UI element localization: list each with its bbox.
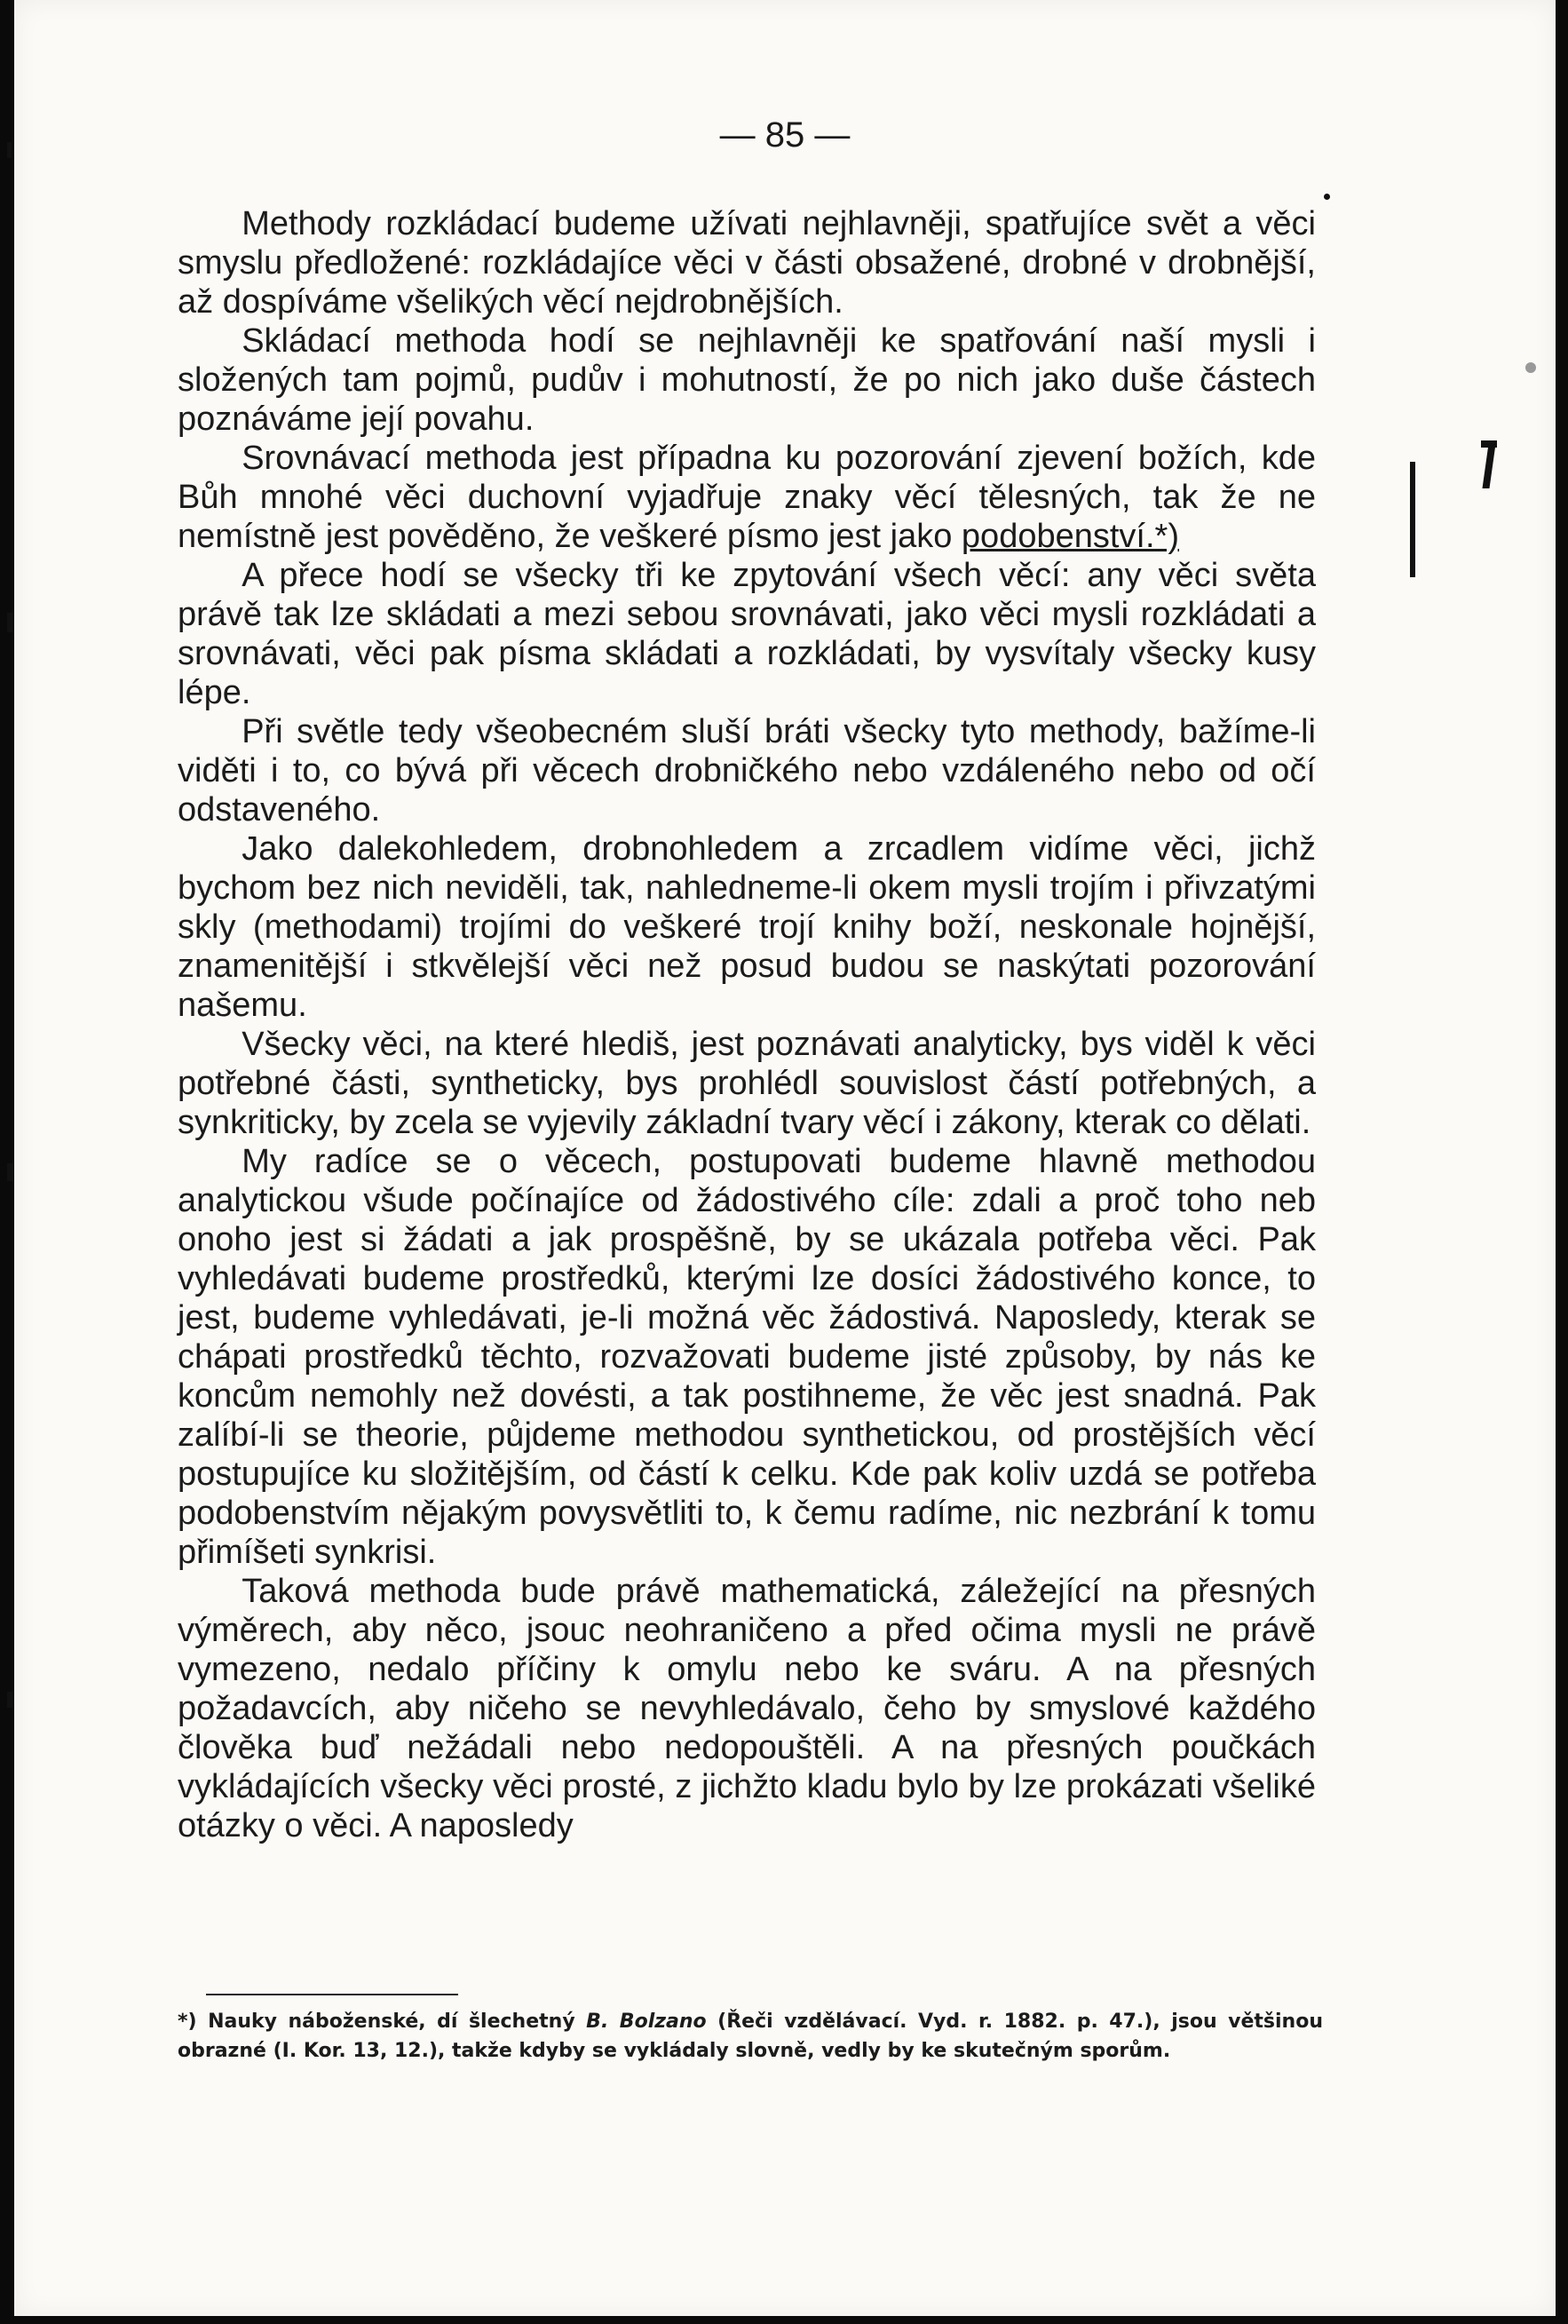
margin-mark (1481, 440, 1497, 448)
footnote-reference[interactable]: podobenství.*) (961, 518, 1179, 555)
book-page (14, 0, 1556, 2316)
paragraph: A přece hodí se všecky tři ke zpytování všech věcí: any věci světa právě tak lze skládati a mezi sebou srovnávati, jako věci mysli rozkládati a srovnávati, věci pak písma skládati a rozkládati, by vysvítaly všecky kusy lépe. (178, 557, 1316, 711)
paragraph: Taková methoda bude právě mathematická, záležející na přesných výměrech, aby něco, jsouc neohraničeno a před očima mysli ne právě vymezeno, nedalo příčiny k omylu nebo ke sváru. A na přesných požadavcích, aby ničeho se nevyhledávalo, čeho by smyslové každého člověka buď nežádali nebo nedopouštěli. A na přesných poučkách vykládajících všecky věci prosté, z jichžto kladu bylo by lze prokázati všeliké otázky o věci. A naposledy (178, 1573, 1316, 1844)
margin-dot (1324, 194, 1330, 200)
scan-edge-mark (7, 613, 12, 632)
paragraph: Jako dalekohledem, drobnohledem a zrcadlem vidíme věci, jichž bychom bez nich neviděli, tak, nahledneme-li okem mysli trojím i přivzatými skly (methodami) trojími do veškeré trojí knihy boží, neskonale hojnější, znamenitější i stkvělejší věci než posud budou se naskýtati pozorování našemu. (178, 830, 1316, 1024)
paragraph: Všecky věci, na které hlediš, jest poznávati analyticky, bys viděl k věci potřebné části, syntheticky, bys prohlédl souvislost částí potřebných, a synkriticky, by zcela se vyjevily základní tvary věcí i zákony, kterak co dělati. (178, 1026, 1316, 1141)
paragraph: My radíce se o věcech, postupovati budeme hlavně methodou analytickou všude počínajíce od žádostivého cíle: zdali a proč toho neb onoho jest si žádati a jak prospěšně, by se ukázala potřeba věci. Pak vyhledávati budeme prostředků, kterými lze dosíci žádostivého konce, to jest, budeme vyhledávati, je-li možná věc žádostivá. Naposledy, kterak se chápati prostředků těchto, rozvažovati budeme jisté způsoby, by nás ke koncům nemohly než dovésti, a tak postihneme, že věc jest snadná. Pak zalíbí-li se theorie, půjdeme methodou synthetickou, od prostějších věcí postupujíce ku složitějším, od částí k celku. Kde pak koliv uzdá se potřeba podobenstvím nějakým povysvětliti to, k čemu radíme, nic nezbrání k tomu přimíšeti synkrisi. (178, 1143, 1316, 1571)
paragraph: Methody rozkládací budeme užívati nejhlavněji, spatřujíce svět a věci smyslu předložené: rozkládajíce věci v části obsažené, drobné v drobnější, až dospíváme všelikých věcí nejdrobnějších. (178, 205, 1316, 321)
scan-edge-mark (7, 1692, 12, 1708)
margin-dot (1525, 362, 1536, 373)
page-number: — 85 — (719, 115, 851, 155)
scan-edge-mark (7, 142, 12, 158)
body-text (178, 204, 1316, 1845)
footnote (178, 2007, 1323, 2066)
paragraph-text: Srovnávací methoda jest případna ku pozorování zjevení božích, kde Bůh mnohé věci duchovní vyjadřuje znaky věcí tělesných, tak že ne nemístně jest pověděno, že veškeré písmo jest jako (178, 440, 1316, 555)
footnote-divider (206, 1994, 458, 1995)
footnote-author: B. Bolzano (586, 2011, 707, 2033)
margin-mark (1482, 444, 1495, 488)
footnote-text: *) Nauky náboženské, dí šlechetný (178, 2011, 587, 2033)
margin-bracket-mark (1410, 462, 1415, 577)
paragraph: Skládací methoda hodí se nejhlavněji ke spatřování naší mysli i složených tam pojmů, pudův i mohutností, že po nich jako duše částech poznáváme její povahu. (178, 322, 1316, 438)
scan-edge-mark (7, 1163, 13, 1181)
footnote-text-cont: (Řeči vzdělávací. Vyd. r. 1882. p. 47.), jsou většinou obrazné (I. Kor. 13, 12.), takže kdyby se vykládaly slovně, vedly by ke skutečným sporům. (178, 2011, 1323, 2062)
paragraph (178, 439, 1316, 556)
paragraph: Při světle tedy všeobecném sluší bráti všecky tyto methody, bažíme-li viděti i to, co bývá při věcech drobničkého nebo vzdáleného nebo od očí odstaveného. (178, 713, 1316, 829)
